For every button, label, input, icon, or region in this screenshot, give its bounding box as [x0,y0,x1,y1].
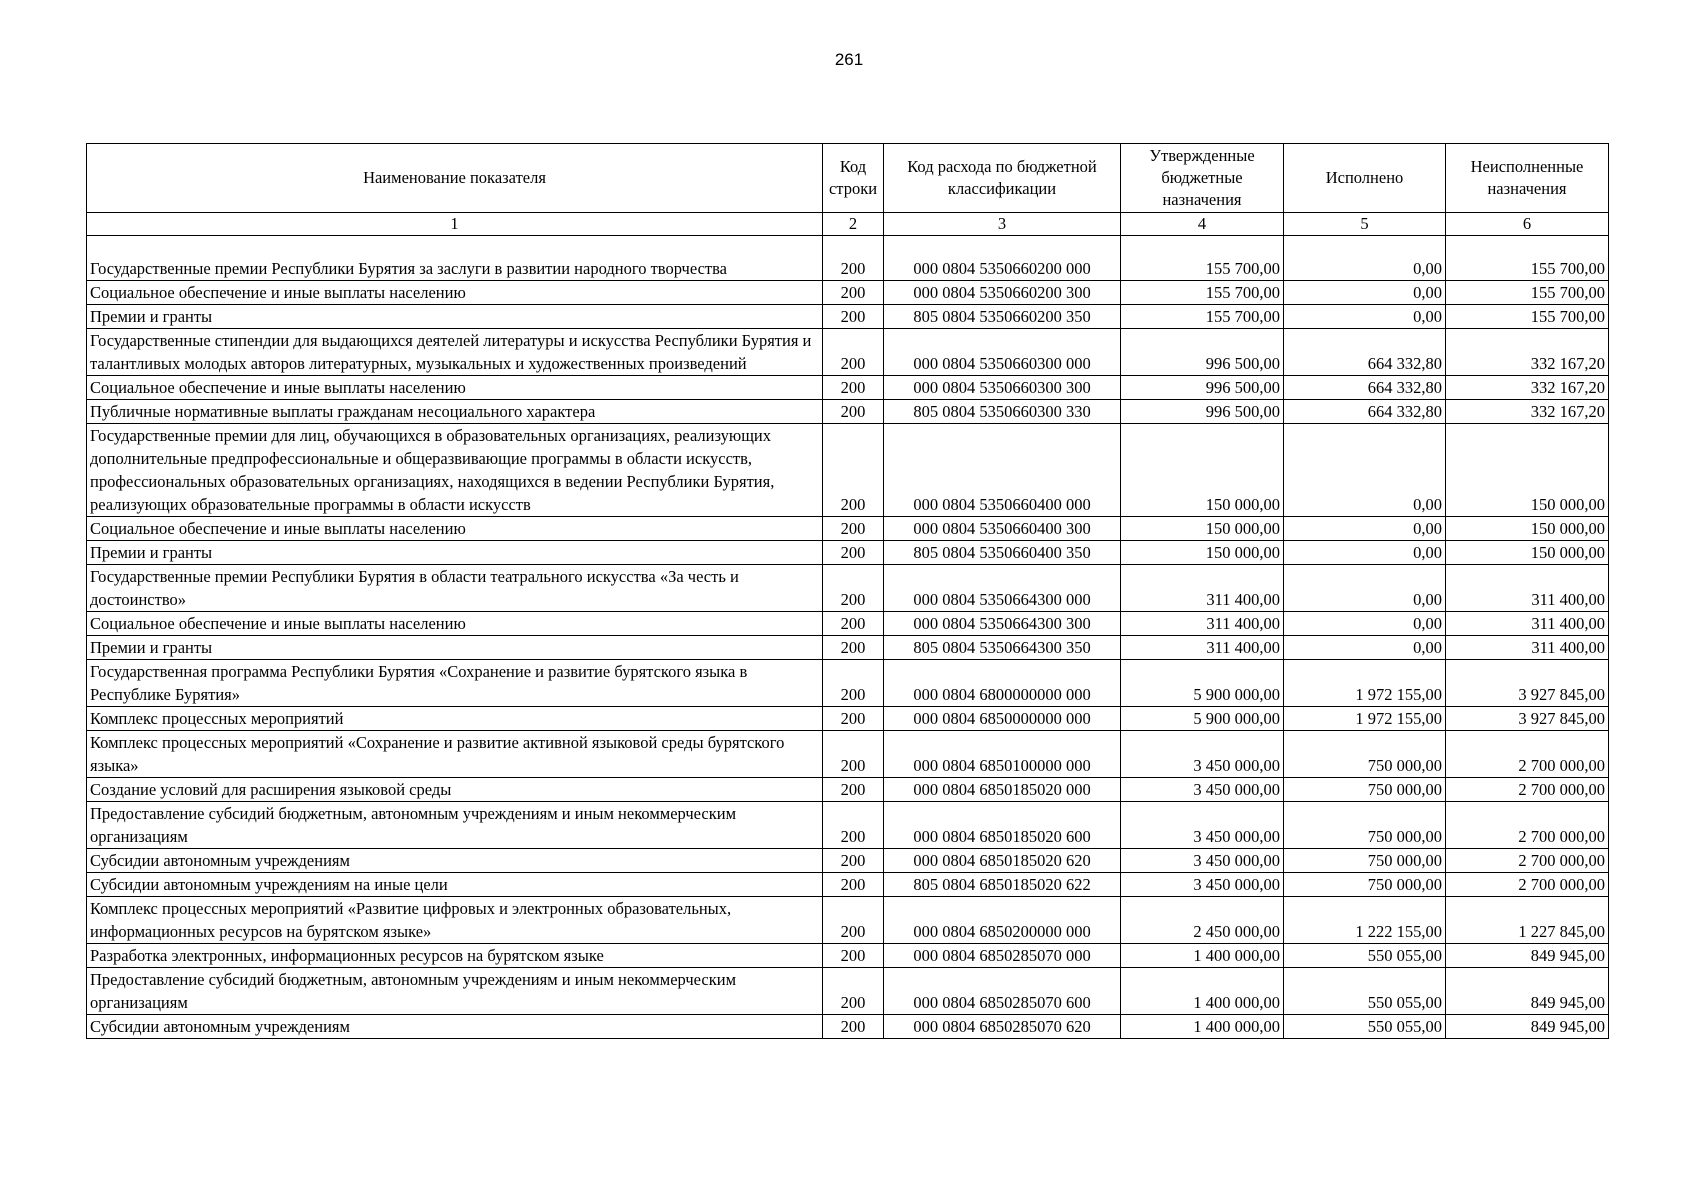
row-approved-amount: 3 450 000,00 [1121,802,1284,849]
table-row [87,802,1609,849]
row-line-code: 200 [823,305,884,329]
table-row [87,305,1609,329]
row-name: Предоставление субсидий бюджетным, автономным учреждениям и иным некоммерческим организациям [87,968,823,1015]
row-classification-code: 000 0804 5350660300 000 [884,329,1121,376]
row-name: Предоставление субсидий бюджетным, автономным учреждениям и иным некоммерческим организациям [87,802,823,849]
row-approved-amount: 3 450 000,00 [1121,778,1284,802]
table-row [87,236,1609,281]
row-line-code: 200 [823,636,884,660]
row-approved-amount: 5 900 000,00 [1121,707,1284,731]
row-approved-amount: 311 400,00 [1121,565,1284,612]
row-line-code: 200 [823,612,884,636]
row-executed-amount: 0,00 [1284,517,1446,541]
row-unexecuted-amount: 150 000,00 [1446,424,1609,517]
row-executed-amount: 0,00 [1284,281,1446,305]
row-classification-code: 000 0804 5350660400 000 [884,424,1121,517]
row-unexecuted-amount: 849 945,00 [1446,944,1609,968]
row-line-code: 200 [823,565,884,612]
row-executed-amount: 0,00 [1284,305,1446,329]
row-classification-code: 000 0804 5350660400 300 [884,517,1121,541]
row-line-code: 200 [823,968,884,1015]
row-name: Социальное обеспечение и иные выплаты населению [87,517,823,541]
row-approved-amount: 311 400,00 [1121,612,1284,636]
row-line-code: 200 [823,424,884,517]
row-approved-amount: 150 000,00 [1121,424,1284,517]
row-name: Государственные стипендии для выдающихся деятелей литературы и искусства Республики Бурятия и талантливых молодых авторов литературных, музыкальных и художественных произведений [87,329,823,376]
row-line-code: 200 [823,376,884,400]
row-unexecuted-amount: 332 167,20 [1446,329,1609,376]
table-row [87,424,1609,517]
row-classification-code: 805 0804 5350660400 350 [884,541,1121,565]
table-header [87,144,1609,236]
row-line-code: 200 [823,707,884,731]
column-number: 1 [87,213,823,236]
row-unexecuted-amount: 1 227 845,00 [1446,897,1609,944]
row-executed-amount: 750 000,00 [1284,802,1446,849]
row-approved-amount: 3 450 000,00 [1121,731,1284,778]
row-line-code: 200 [823,897,884,944]
row-name: Социальное обеспечение и иные выплаты населению [87,376,823,400]
row-approved-amount: 3 450 000,00 [1121,849,1284,873]
table-row [87,968,1609,1015]
row-name: Комплекс процессных мероприятий [87,707,823,731]
row-executed-amount: 0,00 [1284,541,1446,565]
row-line-code: 200 [823,236,884,281]
column-number: 3 [884,213,1121,236]
row-unexecuted-amount: 155 700,00 [1446,236,1609,281]
row-classification-code: 805 0804 5350660200 350 [884,305,1121,329]
row-name: Премии и гранты [87,636,823,660]
row-executed-amount: 0,00 [1284,636,1446,660]
column-number: 6 [1446,213,1609,236]
column-number: 4 [1121,213,1284,236]
budget-execution-table [86,143,1609,1039]
row-unexecuted-amount: 311 400,00 [1446,565,1609,612]
row-classification-code: 805 0804 5350664300 350 [884,636,1121,660]
row-approved-amount: 1 400 000,00 [1121,968,1284,1015]
row-name: Комплекс процессных мероприятий «Сохранение и развитие активной языковой среды бурятского языка» [87,731,823,778]
row-name: Премии и гранты [87,305,823,329]
row-line-code: 200 [823,802,884,849]
table-row [87,612,1609,636]
table-row [87,707,1609,731]
column-number: 5 [1284,213,1446,236]
row-name: Субсидии автономным учреждениям [87,1015,823,1039]
row-unexecuted-amount: 2 700 000,00 [1446,778,1609,802]
row-classification-code: 000 0804 5350664300 000 [884,565,1121,612]
table-row [87,1015,1609,1039]
row-name: Субсидии автономным учреждениям на иные цели [87,873,823,897]
table-row [87,400,1609,424]
row-approved-amount: 155 700,00 [1121,236,1284,281]
row-executed-amount: 664 332,80 [1284,329,1446,376]
row-unexecuted-amount: 3 927 845,00 [1446,707,1609,731]
table-row [87,281,1609,305]
row-classification-code: 000 0804 6850200000 000 [884,897,1121,944]
table-row [87,778,1609,802]
row-line-code: 200 [823,660,884,707]
row-approved-amount: 155 700,00 [1121,305,1284,329]
row-name: Государственные премии Республики Бурятия за заслуги в развитии народного творчества [87,236,823,281]
row-unexecuted-amount: 3 927 845,00 [1446,660,1609,707]
row-unexecuted-amount: 332 167,20 [1446,400,1609,424]
row-classification-code: 805 0804 5350660300 330 [884,400,1121,424]
row-name: Комплекс процессных мероприятий «Развитие цифровых и электронных образовательных, информационных ресурсов на бурятском языке» [87,897,823,944]
row-executed-amount: 664 332,80 [1284,376,1446,400]
row-unexecuted-amount: 311 400,00 [1446,636,1609,660]
row-line-code: 200 [823,778,884,802]
row-executed-amount: 550 055,00 [1284,1015,1446,1039]
row-approved-amount: 3 450 000,00 [1121,873,1284,897]
row-line-code: 200 [823,731,884,778]
row-line-code: 200 [823,849,884,873]
row-classification-code: 000 0804 6850185020 600 [884,802,1121,849]
row-executed-amount: 0,00 [1284,565,1446,612]
table-row [87,660,1609,707]
row-name: Государственная программа Республики Бурятия «Сохранение и развитие бурятского языка в Республике Бурятия» [87,660,823,707]
row-classification-code: 000 0804 6850285070 620 [884,1015,1121,1039]
row-classification-code: 000 0804 6850285070 000 [884,944,1121,968]
table-row [87,541,1609,565]
row-executed-amount: 750 000,00 [1284,778,1446,802]
row-unexecuted-amount: 2 700 000,00 [1446,873,1609,897]
header-unexecuted: Неисполненные назначения [1446,144,1609,213]
row-name: Премии и гранты [87,541,823,565]
row-unexecuted-amount: 150 000,00 [1446,541,1609,565]
table-row [87,565,1609,612]
table-row [87,897,1609,944]
row-name: Создание условий для расширения языковой среды [87,778,823,802]
row-line-code: 200 [823,1015,884,1039]
column-number-row [87,213,1609,236]
row-executed-amount: 750 000,00 [1284,849,1446,873]
row-classification-code: 000 0804 5350660200 300 [884,281,1121,305]
table-row [87,944,1609,968]
row-approved-amount: 5 900 000,00 [1121,660,1284,707]
row-unexecuted-amount: 2 700 000,00 [1446,731,1609,778]
row-executed-amount: 550 055,00 [1284,944,1446,968]
column-number: 2 [823,213,884,236]
row-line-code: 200 [823,541,884,565]
table-row [87,731,1609,778]
table-row [87,873,1609,897]
row-classification-code: 000 0804 6800000000 000 [884,660,1121,707]
row-line-code: 200 [823,329,884,376]
row-approved-amount: 155 700,00 [1121,281,1284,305]
row-approved-amount: 2 450 000,00 [1121,897,1284,944]
row-name: Субсидии автономным учреждениям [87,849,823,873]
row-line-code: 200 [823,281,884,305]
row-approved-amount: 1 400 000,00 [1121,944,1284,968]
row-unexecuted-amount: 332 167,20 [1446,376,1609,400]
row-classification-code: 805 0804 6850185020 622 [884,873,1121,897]
row-unexecuted-amount: 2 700 000,00 [1446,849,1609,873]
row-name: Публичные нормативные выплаты гражданам несоциального характера [87,400,823,424]
row-classification-code: 000 0804 6850185020 000 [884,778,1121,802]
row-unexecuted-amount: 155 700,00 [1446,281,1609,305]
row-unexecuted-amount: 849 945,00 [1446,968,1609,1015]
row-classification-code: 000 0804 6850100000 000 [884,731,1121,778]
row-executed-amount: 750 000,00 [1284,873,1446,897]
row-line-code: 200 [823,517,884,541]
row-executed-amount: 0,00 [1284,424,1446,517]
row-executed-amount: 664 332,80 [1284,400,1446,424]
row-approved-amount: 311 400,00 [1121,636,1284,660]
row-line-code: 200 [823,944,884,968]
header-classification-code: Код расхода по бюджетной классификации [884,144,1121,213]
row-unexecuted-amount: 311 400,00 [1446,612,1609,636]
row-executed-amount: 0,00 [1284,612,1446,636]
row-unexecuted-amount: 849 945,00 [1446,1015,1609,1039]
row-name: Государственные премии Республики Бурятия в области театрального искусства «За честь и достоинство» [87,565,823,612]
header-line-code: Код строки [823,144,884,213]
row-classification-code: 000 0804 6850185020 620 [884,849,1121,873]
row-approved-amount: 996 500,00 [1121,400,1284,424]
row-executed-amount: 550 055,00 [1284,968,1446,1015]
row-executed-amount: 750 000,00 [1284,731,1446,778]
row-classification-code: 000 0804 5350664300 300 [884,612,1121,636]
row-approved-amount: 1 400 000,00 [1121,1015,1284,1039]
header-executed: Исполнено [1284,144,1446,213]
row-unexecuted-amount: 150 000,00 [1446,517,1609,541]
table-body [87,236,1609,1039]
row-name: Социальное обеспечение и иные выплаты населению [87,281,823,305]
row-classification-code: 000 0804 6850285070 600 [884,968,1121,1015]
row-line-code: 200 [823,400,884,424]
table-row [87,329,1609,376]
row-executed-amount: 1 972 155,00 [1284,707,1446,731]
row-unexecuted-amount: 155 700,00 [1446,305,1609,329]
header-approved: Утвержденные бюджетные назначения [1121,144,1284,213]
header-name: Наименование показателя [87,144,823,213]
row-executed-amount: 1 972 155,00 [1284,660,1446,707]
table-row [87,636,1609,660]
row-classification-code: 000 0804 6850000000 000 [884,707,1121,731]
row-approved-amount: 996 500,00 [1121,376,1284,400]
row-approved-amount: 150 000,00 [1121,541,1284,565]
row-unexecuted-amount: 2 700 000,00 [1446,802,1609,849]
row-name: Государственные премии для лиц, обучающихся в образовательных организациях, реализующих дополнительные предпрофессиональные и общеразвивающие программы в области искусств, профессиональных образовательных организациях, находящихся в ведении Республики Бурятия, реализующих образовательные программы в области искусств [87,424,823,517]
row-name: Разработка электронных, информационных ресурсов на бурятском языке [87,944,823,968]
row-name: Социальное обеспечение и иные выплаты населению [87,612,823,636]
row-approved-amount: 996 500,00 [1121,329,1284,376]
table-row [87,376,1609,400]
row-executed-amount: 1 222 155,00 [1284,897,1446,944]
row-classification-code: 000 0804 5350660200 000 [884,236,1121,281]
row-approved-amount: 150 000,00 [1121,517,1284,541]
row-classification-code: 000 0804 5350660300 300 [884,376,1121,400]
row-executed-amount: 0,00 [1284,236,1446,281]
table-row [87,849,1609,873]
table-row [87,517,1609,541]
row-line-code: 200 [823,873,884,897]
header-row [87,144,1609,213]
page-number: 261 [834,50,864,69]
